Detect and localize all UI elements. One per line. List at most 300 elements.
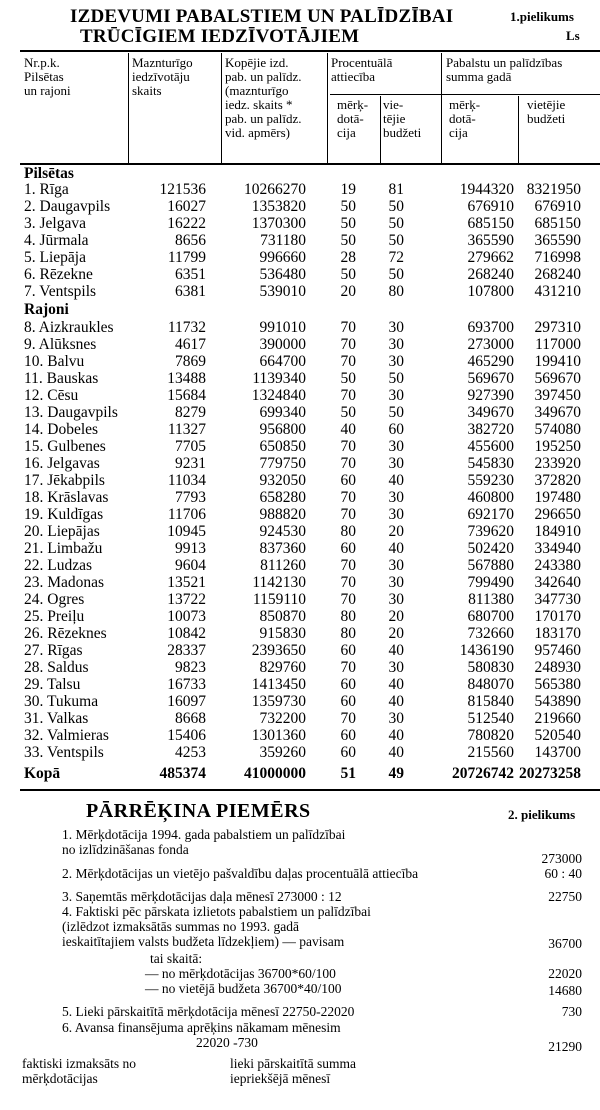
cell-total: 536480: [259, 266, 306, 283]
cell-s1: 811380: [468, 591, 514, 608]
cell-p1: 70: [340, 336, 356, 353]
cell-s2: 143700: [534, 744, 581, 761]
cell-p1: 70: [340, 557, 356, 574]
header-divider: [128, 53, 129, 163]
cell-name: 6. Rēzekne: [24, 266, 93, 283]
footnote-right-a: lieki pārskaitītā summa: [230, 1056, 356, 1071]
cell-s1: 685150: [467, 215, 514, 232]
cell-p1: 50: [340, 404, 356, 421]
cell-p2: 30: [388, 574, 404, 591]
cell-total: 731180: [260, 232, 306, 249]
cell-poor: 7793: [175, 489, 206, 506]
header-col-ratio-local: vie- tējie budžeti: [383, 97, 422, 140]
cell-s1: 739620: [467, 523, 514, 540]
cell-poor: 8668: [175, 710, 206, 727]
header-col-total: Kopējie izd. pab. un palīdz. (maznturīgo iedz. skaits * pab. un palīdz. vid. apmērs): [225, 55, 302, 140]
cell-poor: 11799: [167, 249, 206, 266]
cell-poor: 13488: [167, 370, 206, 387]
table-row: [0, 659, 600, 677]
table-row: [0, 181, 600, 199]
header-col-sum-local: vietējie budžeti: [527, 97, 566, 126]
cell-p2: 50: [388, 370, 404, 387]
calc-line-4d: tai skaitā:: [150, 951, 203, 966]
cell-s1: 569670: [467, 370, 514, 387]
total-s2: 20273258: [519, 765, 581, 782]
cell-p2: 60: [388, 421, 404, 438]
cell-s1: 848070: [467, 676, 514, 693]
cell-name: 29. Talsu: [24, 676, 81, 693]
cell-poor: 11034: [167, 472, 206, 489]
table-row: [0, 438, 600, 456]
cell-p1: 70: [340, 659, 356, 676]
section-districts: Rajoni: [24, 301, 69, 318]
cell-name: 22. Ludzas: [24, 557, 93, 574]
cell-s1: 559230: [467, 472, 514, 489]
calc-value-1: 273000: [541, 851, 582, 866]
cell-p1: 70: [340, 489, 356, 506]
cell-p2: 50: [388, 215, 404, 232]
cell-total: 650850: [259, 438, 306, 455]
cell-total: 390000: [259, 336, 306, 353]
header-col-poor: Maznturīgo iedzīvotāju skaits: [132, 55, 193, 98]
cell-p1: 80: [340, 523, 356, 540]
cell-p2: 30: [388, 353, 404, 370]
cell-s1: 455600: [467, 438, 514, 455]
table-row: [0, 198, 600, 216]
footnote-right-b: iepriekšējā mēnesī: [230, 1071, 331, 1086]
example-title: PĀRRĒĶINA PIEMĒRS: [86, 800, 311, 822]
calc-line-2: 2. Mērķdotācijas un vietējo pašvaldību daļas procentuālā attiecība: [62, 866, 419, 881]
cell-total: 956800: [259, 421, 306, 438]
cell-p1: 70: [340, 591, 356, 608]
cell-p1: 60: [340, 676, 356, 693]
cell-total: 988820: [259, 506, 306, 523]
cell-p1: 80: [340, 608, 356, 625]
cell-name: 10. Balvu: [24, 353, 85, 370]
cell-total: 359260: [259, 744, 306, 761]
table-row: [0, 455, 600, 473]
cell-poor: 4617: [175, 336, 206, 353]
cell-s2: 349670: [534, 404, 581, 421]
cell-s1: 365590: [467, 232, 514, 249]
calc-line-4a: 4. Faktiski pēc pārskata izlietots pabalstiem un palīdzībai: [62, 904, 371, 919]
cell-p1: 70: [340, 387, 356, 404]
cell-poor: 11327: [167, 421, 206, 438]
cell-p2: 40: [388, 540, 404, 557]
cell-p2: 30: [388, 336, 404, 353]
cell-s2: 183170: [534, 625, 581, 642]
cell-name: 1. Rīga: [24, 181, 69, 198]
cell-poor: 16027: [167, 198, 206, 215]
cell-p2: 40: [388, 676, 404, 693]
table-row: [0, 319, 600, 337]
cell-p1: 20: [340, 283, 356, 300]
cell-poor: 8279: [175, 404, 206, 421]
cell-p2: 30: [388, 710, 404, 727]
cell-p1: 50: [340, 266, 356, 283]
calc-line-5: 5. Lieki pārskaitītā mērķdotācija mēnesī 22750-22020: [62, 1004, 355, 1019]
calc-value-5: 730: [561, 1004, 582, 1019]
cell-name: 9. Alūksnes: [24, 336, 97, 353]
total-poor: 485374: [159, 765, 206, 782]
table-row: [0, 421, 600, 439]
cell-s2: 716998: [534, 249, 581, 266]
table-row: [0, 266, 600, 284]
cell-name: 33. Ventspils: [24, 744, 104, 761]
cell-name: 28. Saldus: [24, 659, 89, 676]
cell-poor: 10945: [167, 523, 206, 540]
cell-name: 31. Valkas: [24, 710, 89, 727]
cell-poor: 7705: [175, 438, 206, 455]
cell-p2: 50: [388, 198, 404, 215]
cell-p1: 19: [340, 181, 356, 198]
annex-label: 1.pielikums: [510, 9, 574, 24]
cell-p1: 70: [340, 455, 356, 472]
cell-s2: 565380: [534, 676, 581, 693]
cell-s1: 273000: [467, 336, 514, 353]
cell-name: 11. Bauskas: [24, 370, 99, 387]
table-row: [0, 727, 600, 745]
table-row: [0, 506, 600, 524]
calc-line-4f: — no vietējā budžeta 36700*40/100: [145, 981, 342, 996]
cell-name: 5. Liepāja: [24, 249, 86, 266]
cell-poor: 9823: [175, 659, 206, 676]
cell-poor: 10073: [167, 608, 206, 625]
cell-p1: 50: [340, 232, 356, 249]
cell-p2: 80: [388, 283, 404, 300]
calc-line-1a: 1. Mērķdotācija 1994. gada pabalstiem un palīdzībai: [62, 827, 346, 842]
header-col-ratio-target: mērķ- dotā- cija: [337, 97, 369, 140]
table-row: [0, 353, 600, 371]
cell-total: 779750: [259, 455, 306, 472]
cell-s1: 349670: [467, 404, 514, 421]
cell-p2: 30: [388, 387, 404, 404]
cell-p1: 28: [340, 249, 356, 266]
cell-p1: 60: [340, 727, 356, 744]
cell-s1: 927390: [467, 387, 514, 404]
cell-poor: 6381: [175, 283, 206, 300]
cell-p2: 30: [388, 319, 404, 336]
cell-s1: 692170: [467, 506, 514, 523]
cell-s1: 215560: [467, 744, 514, 761]
cell-p2: 81: [388, 181, 404, 198]
calc-value-6: 21290: [548, 1039, 582, 1054]
page-subtitle: TRŪCĪGIEM IEDZĪVOTĀJIEM: [80, 26, 360, 47]
table-row: [0, 336, 600, 354]
header-col-sum-target: mērķ- dotā- cija: [449, 97, 481, 140]
table-row: [0, 591, 600, 609]
cell-total: 915830: [259, 625, 306, 642]
cell-s1: 732660: [467, 625, 514, 642]
calc-value-4f: 14680: [548, 983, 582, 998]
cell-p2: 50: [388, 232, 404, 249]
cell-total: 1139340: [252, 370, 306, 387]
cell-s1: 580830: [467, 659, 514, 676]
cell-poor: 10842: [167, 625, 206, 642]
cell-name: 21. Limbažu: [24, 540, 103, 557]
cell-total: 1370300: [251, 215, 306, 232]
header-bottom-rule: [20, 163, 600, 165]
cell-s1: 780820: [467, 727, 514, 744]
cell-p1: 50: [340, 370, 356, 387]
table-row: [0, 540, 600, 558]
cell-total: 924530: [259, 523, 306, 540]
cell-name: 13. Daugavpils: [24, 404, 118, 421]
cell-p2: 40: [388, 472, 404, 489]
cell-p2: 30: [388, 489, 404, 506]
cell-total: 1159110: [252, 591, 306, 608]
cell-p1: 80: [340, 625, 356, 642]
table-row: [0, 523, 600, 541]
total-row: [0, 765, 600, 783]
cell-name: 26. Rēzeknes: [24, 625, 107, 642]
cell-p2: 30: [388, 557, 404, 574]
cell-s2: 233920: [534, 455, 581, 472]
cell-s1: 676910: [467, 198, 514, 215]
cell-p2: 30: [388, 438, 404, 455]
table-row: [0, 710, 600, 728]
cell-s2: 117000: [535, 336, 581, 353]
table-row: [0, 404, 600, 422]
cell-s2: 195250: [534, 438, 581, 455]
cell-p2: 50: [388, 404, 404, 421]
cell-p2: 40: [388, 693, 404, 710]
cell-total: 699340: [259, 404, 306, 421]
total-p1: 51: [340, 765, 356, 782]
footnote-left-a: faktiski izmaksāts no: [22, 1056, 136, 1071]
cell-s2: 574080: [534, 421, 581, 438]
cell-name: 3. Jelgava: [24, 215, 86, 232]
cell-poor: 28337: [167, 642, 206, 659]
cell-name: 7. Ventspils: [24, 283, 97, 300]
table-row: [0, 283, 600, 301]
cell-total: 850870: [259, 608, 306, 625]
unit-label: Ls: [566, 28, 580, 43]
cell-p1: 60: [340, 693, 356, 710]
cell-p2: 20: [388, 523, 404, 540]
calc-line-4b: (izlēdzot izmaksātās summas no 1993. gadā: [62, 919, 299, 934]
cell-total: 658280: [259, 489, 306, 506]
cell-poor: 13521: [167, 574, 206, 591]
cell-p1: 50: [340, 198, 356, 215]
cell-p1: 60: [340, 642, 356, 659]
cell-p1: 70: [340, 353, 356, 370]
header-col-name: Nr.p.k. Pilsētas un rajoni: [24, 55, 71, 98]
calc-line-4e: — no mērķdotācijas 36700*60/100: [145, 966, 336, 981]
cell-s2: 372820: [534, 472, 581, 489]
cell-name: 4. Jūrmala: [24, 232, 89, 249]
table-row: [0, 574, 600, 592]
cell-poor: 16733: [167, 676, 206, 693]
cell-s2: 268240: [534, 266, 581, 283]
cell-s2: 569670: [534, 370, 581, 387]
cell-s2: 365590: [534, 232, 581, 249]
cell-poor: 9231: [175, 455, 206, 472]
cell-s2: 199410: [534, 353, 581, 370]
cell-s2: 347730: [534, 591, 581, 608]
table-row: [0, 489, 600, 507]
cell-poor: 16097: [167, 693, 206, 710]
cell-total: 732200: [259, 710, 306, 727]
cell-p1: 40: [340, 421, 356, 438]
cell-poor: 9913: [175, 540, 206, 557]
cell-s1: 512540: [467, 710, 514, 727]
calc-line-6b: 22020 -730: [196, 1035, 258, 1050]
cell-total: 664700: [259, 353, 306, 370]
table-row: [0, 215, 600, 233]
table-row: [0, 625, 600, 643]
cell-poor: 16222: [167, 215, 206, 232]
cell-name: 17. Jēkabpils: [24, 472, 105, 489]
cell-s2: 342640: [534, 574, 581, 591]
section-cities: Pilsētas: [24, 165, 74, 182]
cell-s1: 693700: [467, 319, 514, 336]
table-row: [0, 249, 600, 267]
cell-poor: 13722: [167, 591, 206, 608]
total-p2: 49: [388, 765, 404, 782]
header-divider: [380, 96, 381, 163]
table-row: [0, 676, 600, 694]
cell-poor: 4253: [175, 744, 206, 761]
table-row: [0, 744, 600, 762]
cell-s1: 502420: [467, 540, 514, 557]
total-sum: 41000000: [244, 765, 306, 782]
cell-name: 14. Dobeles: [24, 421, 99, 438]
cell-s2: 8321950: [526, 181, 581, 198]
cell-name: 15. Gulbenes: [24, 438, 106, 455]
calc-line-1b: no izlīdzināšanas fonda: [62, 842, 189, 857]
cell-total: 539010: [259, 283, 306, 300]
cell-total: 1359730: [251, 693, 306, 710]
cell-name: 23. Madonas: [24, 574, 105, 591]
cell-total: 991010: [259, 319, 306, 336]
cell-name: 24. Ogres: [24, 591, 85, 608]
cell-poor: 11732: [167, 319, 206, 336]
calc-line-4c: ieskaitītajiem valsts budžeta līdzekļiem) — pavisam: [62, 934, 345, 949]
cell-s1: 268240: [467, 266, 514, 283]
cell-p2: 50: [388, 266, 404, 283]
calc-line-6a: 6. Avansa finansējuma aprēķins nākamam mēnesim: [62, 1020, 341, 1035]
cell-s1: 545830: [467, 455, 514, 472]
cell-s1: 107800: [467, 283, 514, 300]
cell-poor: 121536: [159, 181, 206, 198]
cell-poor: 6351: [175, 266, 206, 283]
example-annex: 2. pielikums: [508, 807, 576, 822]
cell-s1: 799490: [467, 574, 514, 591]
cell-s2: 297310: [534, 319, 581, 336]
cell-poor: 15406: [167, 727, 206, 744]
cell-s2: 397450: [534, 387, 581, 404]
table-row: [0, 472, 600, 490]
cell-p1: 70: [340, 438, 356, 455]
calc-value-4e: 22020: [548, 966, 582, 981]
table-row: [0, 557, 600, 575]
cell-s2: 197480: [534, 489, 581, 506]
footnote-left-b: mērķdotācijas: [22, 1071, 98, 1086]
cell-name: 27. Rīgas: [24, 642, 83, 659]
cell-p1: 60: [340, 744, 356, 761]
cell-s2: 170170: [534, 608, 581, 625]
cell-p1: 70: [340, 574, 356, 591]
cell-poor: 15684: [167, 387, 206, 404]
cell-p2: 30: [388, 506, 404, 523]
cell-p2: 72: [388, 249, 404, 266]
cell-name: 12. Cēsu: [24, 387, 79, 404]
cell-s1: 680700: [467, 608, 514, 625]
cell-total: 1301360: [251, 727, 306, 744]
cell-name: 18. Krāslavas: [24, 489, 109, 506]
cell-s2: 219660: [534, 710, 581, 727]
cell-s1: 567880: [467, 557, 514, 574]
cell-total: 829760: [259, 659, 306, 676]
cell-total: 837360: [259, 540, 306, 557]
cell-total: 1142130: [252, 574, 306, 591]
cell-s2: 334940: [534, 540, 581, 557]
cell-p2: 30: [388, 659, 404, 676]
cell-poor: 7869: [175, 353, 206, 370]
table-row: [0, 693, 600, 711]
cell-s1: 465290: [467, 353, 514, 370]
cell-p2: 30: [388, 455, 404, 472]
cell-s1: 1436190: [459, 642, 514, 659]
cell-name: 19. Kuldīgas: [24, 506, 104, 523]
table-row: [0, 370, 600, 388]
cell-p1: 60: [340, 472, 356, 489]
cell-p1: 50: [340, 215, 356, 232]
cell-name: 20. Liepājas: [24, 523, 100, 540]
cell-s2: 296650: [534, 506, 581, 523]
cell-s2: 431210: [534, 283, 581, 300]
table-row: [0, 387, 600, 405]
cell-s1: 815840: [467, 693, 514, 710]
cell-s2: 957460: [534, 642, 581, 659]
cell-p1: 60: [340, 540, 356, 557]
cell-total: 2393650: [251, 642, 306, 659]
cell-total: 1353820: [251, 198, 306, 215]
cell-p2: 30: [388, 591, 404, 608]
top-rule: [20, 50, 600, 52]
calc-value-3: 22750: [548, 889, 582, 904]
cell-p1: 70: [340, 710, 356, 727]
cell-poor: 8656: [175, 232, 206, 249]
table-row: [0, 232, 600, 250]
calc-value-2: 60 : 40: [544, 866, 582, 881]
page-title: IZDEVUMI PABALSTIEM UN PALĪDZĪBAI: [70, 6, 454, 27]
calc-line-3: 3. Saņemtās mērķdotācijas daļa mēnesī 273000 : 12: [62, 889, 342, 904]
cell-name: 2. Daugavpils: [24, 198, 111, 215]
cell-total: 996660: [259, 249, 306, 266]
cell-total: 1324840: [251, 387, 306, 404]
header-subrule: [330, 94, 600, 95]
cell-name: 8. Aizkraukles: [24, 319, 114, 336]
cell-total: 10266270: [244, 181, 306, 198]
cell-p2: 20: [388, 625, 404, 642]
cell-total: 1413450: [251, 676, 306, 693]
total-label: Kopā: [24, 765, 61, 782]
table-bottom-rule: [20, 789, 600, 791]
header-divider: [221, 53, 222, 163]
cell-s2: 685150: [534, 215, 581, 232]
calc-value-4: 36700: [548, 936, 582, 951]
cell-total: 932050: [259, 472, 306, 489]
cell-s1: 1944320: [459, 181, 514, 198]
cell-p2: 40: [388, 727, 404, 744]
cell-s1: 279662: [467, 249, 514, 266]
cell-name: 32. Valmieras: [24, 727, 109, 744]
cell-s2: 676910: [534, 198, 581, 215]
cell-s2: 243380: [534, 557, 581, 574]
cell-name: 16. Jelgavas: [24, 455, 100, 472]
